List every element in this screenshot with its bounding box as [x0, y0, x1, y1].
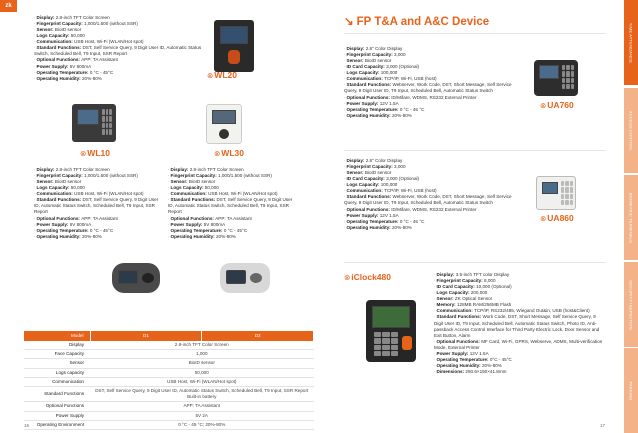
- spec-key: Display: [170, 167, 187, 172]
- spec-key: Dimensions: [436, 369, 463, 374]
- spec-key: Sensor: [436, 296, 453, 302]
- spec-value: DST, Self Service Query, 9 Digit User ID, Automatic Status Switch, Scheduled Bell, T9 Input, SSR Report: [168, 197, 293, 215]
- wl20-label: ⊗WL20: [207, 70, 237, 80]
- spec-key: Memory: [436, 302, 455, 308]
- spec-key: Power Supply: [36, 63, 67, 69]
- spec-value: 50,000: [70, 33, 85, 39]
- spec-key: Optional Functions: [346, 94, 389, 100]
- spec-key: ID Card Capacity: [346, 64, 384, 70]
- spec-key: Operating Temperature: [36, 227, 87, 233]
- spec-row: ·Standard Functions: DST, Self Service Query, 9 Digit User ID, Automatic Status Switch, Scheduled Bell, T9 Input, SSR Report: [34, 45, 202, 57]
- spec-value: 3,000: [394, 52, 406, 58]
- table-row-value: BioID sensor: [90, 359, 314, 368]
- d1-device-image: [112, 263, 160, 293]
- ua760-specs: [344, 46, 526, 119]
- divider-2: [344, 262, 606, 263]
- page-number-left: 16: [24, 422, 30, 428]
- spec-key: Operating Temperature: [346, 106, 397, 112]
- spec-row: ·Optional Functions: ID/Mifare, WDMS, RS232 External Printer: [344, 206, 477, 212]
- spec-value: APP: TA Assistant: [81, 215, 118, 221]
- section-arrow-icon: ↘: [344, 16, 354, 28]
- spec-value: 5V 800mA: [69, 221, 92, 227]
- spec-key: Optional Functions: [170, 215, 213, 221]
- spec-value: 0 °C - 45°C: [89, 69, 114, 75]
- spec-key: Standard Functions: [36, 197, 80, 203]
- table-header-d1: D1: [90, 331, 202, 341]
- spec-key: Fingerprint Capacity: [436, 278, 482, 284]
- spec-value: TCP/IP, RS232/485, Wiegand Out&in, USB (host&Client): [474, 308, 590, 314]
- spec-value: DST, Self Service Query, 9 Digit User ID, Automatic Status Switch, Scheduled Bell, T9 Input, SSR Report: [34, 197, 159, 215]
- spec-row: ·Power Supply: 5V 800mA: [34, 221, 92, 227]
- spec-row: ·Standard Functions: DST, Self Service Query, 9 Digit User ID, Automatic Status Switch, Scheduled Bell, T9 Input, SSR Report: [34, 197, 159, 215]
- spec-key: Standard Functions: [36, 45, 80, 51]
- spec-row: ·Display: 2.8-inch TFT Color Screen: [34, 167, 110, 172]
- spec-value: Webserver, Work Code, DST, Short Message, Self Service Query, 9 Digit User ID, T9 Input, Scheduled Bell, Automatic Status Switch: [344, 82, 512, 94]
- section-title: ↘ FP T&A and A&C Device: [344, 16, 490, 28]
- spec-key: Communication: [36, 191, 72, 197]
- spec-value: 20%-80%: [391, 112, 412, 118]
- brand-logo: [0, 0, 17, 12]
- spec-key: Logs Capacity: [346, 70, 378, 76]
- spec-key: Display: [436, 272, 453, 277]
- spec-value: 20%-80%: [81, 75, 102, 81]
- spec-key: Logs Capacity: [170, 185, 202, 191]
- spec-row: ·Operating Temperature: 0 °C - 45°C: [168, 227, 248, 233]
- table-row-value: 5V 2A: [90, 411, 314, 420]
- spec-value: USB Host, Wi-Fi (WLAN/Hot spot): [208, 191, 278, 197]
- wl10-device-image: [72, 104, 116, 142]
- spec-row: ·Standard Functions: Webserver, Work Code, DST, Short Message, Self Service Query, 9 Digit User ID, T9 Input, Scheduled Bell, Automatic Status Switch: [344, 82, 512, 94]
- ua860-label: ⊗UA860: [540, 213, 574, 223]
- spec-key: ID Card Capacity: [436, 284, 474, 290]
- spec-row: ·Logs Capacity: 50,000: [168, 185, 219, 191]
- spec-row: ·Logs Capacity: 50,000: [34, 185, 85, 191]
- spec-row: ·Operating Humidity: 20%-80%: [344, 112, 412, 118]
- wl30-device-image: [206, 104, 242, 144]
- spec-value: 3,000 (Optional): [386, 176, 420, 182]
- spec-value: USB Host, Wi-Fi (WLAN/Hot spot): [74, 191, 144, 197]
- iclock480-label: ⊗iClock480: [344, 272, 391, 282]
- spec-row: ·ID Card Capacity: 10,000 (Optional): [434, 284, 512, 290]
- spec-value: BioID sensor: [188, 179, 216, 185]
- spec-row: ·Fingerprint Capacity: 1,000/1,500 (without SSR): [168, 173, 272, 179]
- spec-value: 8,000: [484, 278, 496, 284]
- spec-value: 128MB RAM/256MB Flash: [456, 302, 512, 308]
- spec-value: 0 °C - 45 °C: [399, 106, 425, 112]
- ua860-device-image: [536, 176, 576, 210]
- spec-key: Display: [346, 158, 363, 163]
- spec-row: ·Operating Humidity: 20%-80%: [434, 362, 502, 368]
- table-row: [24, 377, 314, 386]
- table-row-label: Standard Functions: [24, 386, 90, 401]
- table-row-value: DST, Self Service Query, 9 Digit User ID, Automatic Status Switch, Scheduled Bell, T9 Input, SSR Report Built-in battery: [90, 386, 314, 401]
- spec-row: ·Communication: USB Host, Wi-Fi (WLAN/Hot spot): [34, 39, 144, 45]
- spec-value: 0°C - 45°C: [489, 356, 512, 362]
- spec-row: ·Communication: USB Host, Wi-Fi (WLAN/Hot spot): [168, 191, 278, 197]
- spec-key: Communication: [346, 76, 382, 82]
- d1-d2-spec-table: [24, 331, 314, 430]
- spec-key: Logs Capacity: [436, 290, 468, 296]
- table-row-label: Optional Functions: [24, 402, 90, 411]
- spec-key: Operating Humidity: [346, 224, 390, 230]
- spec-key: Communication: [36, 39, 72, 45]
- spec-value: Work Code, DST, Short Message, Self Service Query, 9 Digit User ID, T9 Input, Scheduled Bell, Automatic Status Switch, Photo ID, Anti-passback Access Control Interface for Third Party Electric Lock, Door Sensor and Exit Button, Alarm: [434, 314, 600, 338]
- wl30-specs: [168, 167, 296, 240]
- spec-value: 1,000/1,500 (without SSR): [218, 173, 272, 179]
- spec-key: Sensor: [36, 27, 53, 33]
- spec-key: Fingerprint Capacity: [346, 164, 392, 170]
- spec-value: TCP/IP, Wi-Fi, USB (host): [384, 76, 437, 82]
- spec-row: ·Standard Functions: DST, Self Service Query, 9 Digit User ID, Automatic Status Switch, Scheduled Bell, T9 Input, SSR Report: [168, 197, 293, 215]
- table-row-value: 1,000: [90, 350, 314, 359]
- section-divider: [344, 33, 606, 34]
- spec-value: 5V 800mA: [203, 221, 226, 227]
- spec-row: ·Optional Functions: APP: TA Assistant: [168, 215, 252, 221]
- spec-key: Sensor: [346, 170, 363, 176]
- table-row-label: Display: [24, 341, 90, 350]
- table-row-value: 50,000: [90, 368, 314, 377]
- spec-value: 5V 800mA: [69, 63, 92, 69]
- side-tab-1[interactable]: [624, 88, 638, 173]
- spec-row: ·Sensor: BioID sensor: [34, 27, 82, 33]
- table-row-label: Logs capacity: [24, 368, 90, 377]
- spec-value: ID/Mifare, WDMS, RS232 External Printer: [391, 94, 477, 100]
- spec-key: Logs Capacity: [36, 33, 68, 39]
- spec-key: Operating Humidity: [346, 112, 390, 118]
- spec-row: ·Power Supply: 5V 800mA: [34, 63, 92, 69]
- spec-row: ·Operating Temperature: 0 °C - 45 °C: [344, 106, 425, 112]
- table-row-value: 2.8-inch TFT Color Screen: [90, 341, 314, 350]
- spec-value: APP: TA Assistant: [81, 57, 118, 63]
- spec-key: Standard Functions: [170, 197, 214, 203]
- spec-row: ·Fingerprint Capacity: 3,000: [344, 164, 406, 170]
- spec-value: 2.8" Color Display: [365, 158, 403, 163]
- spec-key: Sensor: [170, 179, 187, 185]
- table-row-label: Power Supply: [24, 411, 90, 420]
- spec-value: 2.8-inch TFT Color Screen: [55, 167, 110, 172]
- spec-value: 3,000: [394, 164, 406, 170]
- spec-value: ID/Mifare, WDMS, RS232 External Printer: [391, 206, 477, 212]
- spec-row: ·Sensor: BioID sensor: [168, 179, 216, 185]
- spec-key: Optional Functions: [36, 215, 79, 221]
- spec-row: ·Memory: 128MB RAM/256MB Flash: [434, 302, 512, 308]
- spec-row: ·Optional Functions: APP: TA Assistant: [34, 215, 118, 221]
- ua760-device-image: [534, 60, 578, 96]
- wl10-label: ⊗WL10: [80, 148, 110, 158]
- wl20-device-image: [214, 20, 254, 72]
- spec-value: 250.6×150×41.8mm: [465, 369, 507, 374]
- spec-key: Fingerprint Capacity: [36, 21, 82, 27]
- ua860-specs: [344, 158, 526, 231]
- spec-value: 20%-80%: [481, 362, 502, 368]
- side-tab-label: ACCESS CONTROL: [628, 110, 634, 151]
- spec-value: 12V 1.5A: [379, 100, 399, 106]
- spec-key: Communication: [346, 188, 382, 194]
- spec-value: APP: TA Assistant: [215, 215, 252, 221]
- spec-row: ·Operating Humidity: 20%-80%: [344, 224, 412, 230]
- spec-row: ·Display: 2.8" Color Display: [344, 46, 403, 51]
- spec-row: ·Power Supply: 12V 1.5A: [434, 350, 489, 356]
- spec-row: ·Fingerprint Capacity: 1,000/1,500 (without SSR): [34, 21, 138, 27]
- side-tab-label: SECURITY INSPECTION: [628, 279, 634, 330]
- spec-key: Operating Temperature: [436, 356, 487, 362]
- spec-value: BioID sensor: [364, 170, 392, 176]
- page-number-right: 17: [600, 422, 606, 428]
- spec-value: 1,000/1,500 (without SSR): [84, 21, 138, 27]
- spec-row: ·ID Card Capacity: 3,000 (Optional): [344, 64, 420, 70]
- spec-value: 0 °C - 45 °C: [399, 218, 425, 224]
- side-tab-2[interactable]: [624, 175, 638, 260]
- spec-value: 12V 1.5A: [469, 350, 489, 356]
- spec-row: ·Display: 2.8-inch TFT Color Screen: [34, 15, 110, 20]
- spec-value: 12V 1.5A: [379, 212, 399, 218]
- spec-key: Communication: [436, 308, 472, 314]
- wl20-specs: [34, 15, 202, 82]
- spec-key: Fingerprint Capacity: [36, 173, 82, 179]
- spec-row: ·Communication: TCP/IP, RS232/485, Wiegand Out&in, USB (host&Client): [434, 308, 590, 314]
- spec-row: ·Logs Capacity: 200,000: [434, 290, 488, 296]
- spec-value: TCP/IP, Wi-Fi, USB (host): [384, 188, 437, 194]
- spec-key: Power Supply: [36, 221, 67, 227]
- spec-value: 2.8" Color Display: [365, 46, 403, 51]
- spec-key: Sensor: [346, 58, 363, 64]
- spec-row: ·Operating Humidity: 20%-80%: [34, 75, 102, 81]
- iclock480-specs: [434, 272, 606, 375]
- table-row-label: Sensor: [24, 359, 90, 368]
- spec-value: 0 °C - 45°C: [89, 227, 114, 233]
- side-tab-label: PARKING: [628, 380, 634, 401]
- spec-key: Standard Functions: [346, 82, 390, 88]
- spec-row: ·Fingerprint Capacity: 3,000: [344, 52, 406, 58]
- side-tab-3[interactable]: [624, 262, 638, 347]
- spec-value: 2.8-inch TFT Color Screen: [55, 15, 110, 20]
- spec-row: ·Dimensions: 250.6×150×41.8mm: [434, 369, 507, 374]
- spec-row: ·Operating Temperature: 0 °C - 45°C: [34, 69, 114, 75]
- spec-value: 20%-80%: [215, 233, 236, 239]
- spec-value: 3.5-inch TFT color Display: [455, 272, 510, 277]
- table-row-value: APP: TA Assistant: [90, 402, 314, 411]
- divider-1: [344, 150, 606, 151]
- spec-row: ·ID Card Capacity: 3,000 (Optional): [344, 176, 420, 182]
- table-row: [24, 368, 314, 377]
- iclock480-device-image: [366, 300, 416, 362]
- spec-key: Logs Capacity: [36, 185, 68, 191]
- spec-row: ·Sensor: ZK Optical Sensor: [434, 296, 493, 302]
- spec-value: BioID sensor: [364, 58, 392, 64]
- table-row-label: Face Capacity: [24, 350, 90, 359]
- spec-value: DST, Self Service Query, 9 Digit User ID, Automatic Status Switch, Scheduled Bell, T9 Input, SSR Report: [34, 45, 202, 57]
- spec-row: ·Logs Capacity: 100,000: [344, 182, 398, 188]
- spec-row: ·Display: 3.5-inch TFT color Display: [434, 272, 510, 277]
- spec-value: 50,000: [70, 185, 85, 191]
- spec-row: ·Power Supply: 12V 1.5A: [344, 212, 399, 218]
- d2-device-image: [220, 263, 270, 293]
- spec-row: ·Operating Humidity: 20%-80%: [168, 233, 236, 239]
- spec-value: Webserver, Work Code, DST, Short Message, Self Service Query, 9 Digit User ID, T9 Input, Scheduled Bell, Automatic Status Switch: [344, 194, 512, 206]
- spec-key: Fingerprint Capacity: [346, 52, 392, 58]
- spec-value: BioID sensor: [54, 179, 82, 185]
- spec-key: Optional Functions: [436, 338, 479, 344]
- spec-row: ·Display: 2.8" Color Display: [344, 158, 403, 163]
- spec-key: Fingerprint Capacity: [170, 173, 216, 179]
- spec-key: Operating Temperature: [36, 69, 87, 75]
- spec-value: 20%-80%: [81, 233, 102, 239]
- table-row: [24, 386, 314, 401]
- spec-key: Operating Humidity: [170, 233, 214, 239]
- spec-row: ·Sensor: BioID sensor: [344, 58, 392, 64]
- table-row: [24, 402, 314, 411]
- wl10-specs: [34, 167, 162, 240]
- spec-row: ·Operating Temperature: 0 °C - 45°C: [34, 227, 114, 233]
- spec-key: Power Supply: [346, 100, 377, 106]
- table-row: [24, 341, 314, 350]
- side-tab-4[interactable]: [624, 348, 638, 433]
- spec-key: Standard Functions: [436, 314, 480, 320]
- ua760-label: ⊗UA760: [540, 100, 574, 110]
- spec-row: ·Operating Temperature: 0 °C - 45 °C: [344, 218, 425, 224]
- table-row: [24, 350, 314, 359]
- spec-key: Sensor: [36, 179, 53, 185]
- spec-row: ·Fingerprint Capacity: 1,000/1,500 (without SSR): [34, 173, 138, 179]
- spec-value: BioID sensor: [54, 27, 82, 33]
- spec-key: Display: [346, 46, 363, 51]
- spec-value: 20%-80%: [391, 224, 412, 230]
- brand-logo-text: zk: [5, 3, 12, 9]
- spec-value: 100,000: [380, 70, 398, 76]
- side-tab-label: TIME ATTENDANCE: [628, 22, 634, 63]
- spec-row: ·Power Supply: 5V 800mA: [168, 221, 226, 227]
- spec-row: ·Sensor: BioID sensor: [344, 170, 392, 176]
- spec-key: Display: [36, 167, 53, 172]
- side-tab-0[interactable]: [624, 0, 638, 85]
- spec-key: Power Supply: [436, 350, 467, 356]
- spec-value: 200,000: [470, 290, 488, 296]
- spec-row: ·Communication: USB Host, Wi-Fi (WLAN/Hot spot): [34, 191, 144, 197]
- table-row: [24, 411, 314, 420]
- spec-row: ·Optional Functions: ID/Mifare, WDMS, RS232 External Printer: [344, 94, 477, 100]
- spec-row: ·Display: 2.8-inch TFT Color Screen: [168, 167, 244, 172]
- spec-key: Logs Capacity: [346, 182, 378, 188]
- table-row-value: 0 °C - 45 °C; 20%-80%: [90, 420, 314, 429]
- spec-value: MF Card, Wi-Fi, GPRS, Webserve, ADMS, Multi-verification Mode, External Printer: [434, 338, 603, 350]
- spec-value: 1,000/1,500 (without SSR): [84, 173, 138, 179]
- spec-key: Operating Humidity: [436, 362, 480, 368]
- spec-key: Operating Temperature: [170, 227, 221, 233]
- spec-row: ·Communication: TCP/IP, Wi-Fi, USB (host): [344, 188, 437, 194]
- spec-value: 2.8-inch TFT Color Screen: [189, 167, 244, 172]
- spec-value: 10,000 (Optional): [476, 284, 512, 290]
- table-header-model: Model: [24, 331, 90, 341]
- spec-row: ·Sensor: BioID sensor: [34, 179, 82, 185]
- wl30-label: ⊗WL30: [214, 148, 244, 158]
- table-row: [24, 359, 314, 368]
- spec-row: ·Logs Capacity: 50,000: [34, 33, 85, 39]
- spec-key: Operating Humidity: [36, 233, 80, 239]
- spec-row: ·Standard Functions: Webserver, Work Code, DST, Short Message, Self Service Query, 9 Digit User ID, T9 Input, Scheduled Bell, Automatic Status Switch: [344, 194, 512, 206]
- spec-key: Optional Functions: [36, 57, 79, 63]
- spec-key: Display: [36, 15, 53, 20]
- spec-row: ·Optional Functions: MF Card, Wi-Fi, GPRS, Webserve, ADMS, Multi-verification Mode, External Printer: [434, 338, 603, 350]
- spec-key: Power Supply: [170, 221, 201, 227]
- table-row-label: Communication: [24, 377, 90, 386]
- spec-row: ·Operating Temperature: 0°C - 45°C: [434, 356, 512, 362]
- spec-value: ZK Optical Sensor: [454, 296, 493, 302]
- spec-value: USB Host, Wi-Fi (WLAN/Hot spot): [74, 39, 144, 45]
- spec-row: ·Communication: TCP/IP, Wi-Fi, USB (host): [344, 76, 437, 82]
- spec-key: Communication: [170, 191, 206, 197]
- spec-key: Standard Functions: [346, 194, 390, 200]
- spec-row: ·Fingerprint Capacity: 8,000: [434, 278, 496, 284]
- spec-row: ·Power Supply: 12V 1.5A: [344, 100, 399, 106]
- spec-key: Operating Humidity: [36, 75, 80, 81]
- table-header-d2: D2: [202, 331, 314, 341]
- spec-key: Operating Temperature: [346, 218, 397, 224]
- spec-key: ID Card Capacity: [346, 176, 384, 182]
- side-tab-label: BIOMETRIC TERMINALS: [628, 192, 634, 243]
- spec-value: 0 °C - 45°C: [223, 227, 248, 233]
- spec-value: 100,000: [380, 182, 398, 188]
- spec-key: Optional Functions: [346, 206, 389, 212]
- spec-row: ·Optional Functions: APP: TA Assistant: [34, 57, 118, 63]
- spec-row: ·Operating Humidity: 20%-80%: [34, 233, 102, 239]
- spec-value: 3,000 (Optional): [386, 64, 420, 70]
- table-row-label: Operating Environment: [24, 420, 90, 429]
- spec-value: 50,000: [204, 185, 219, 191]
- spec-key: Power Supply: [346, 212, 377, 218]
- spec-row: ·Standard Functions: Work Code, DST, Short Message, Self Service Query, 9 Digit User ID, T9 Input, Scheduled Bell, Automatic Status Switch, Photo ID, Anti-passback Access Control Interface for Third Party Electric Lock, Door Sensor and Exit Button, Alarm: [434, 314, 600, 338]
- table-row-value: USB Host, Wi-Fi (WLAN/Hot spot): [90, 377, 314, 386]
- table-row: [24, 420, 314, 429]
- spec-row: ·Logs Capacity: 100,000: [344, 70, 398, 76]
